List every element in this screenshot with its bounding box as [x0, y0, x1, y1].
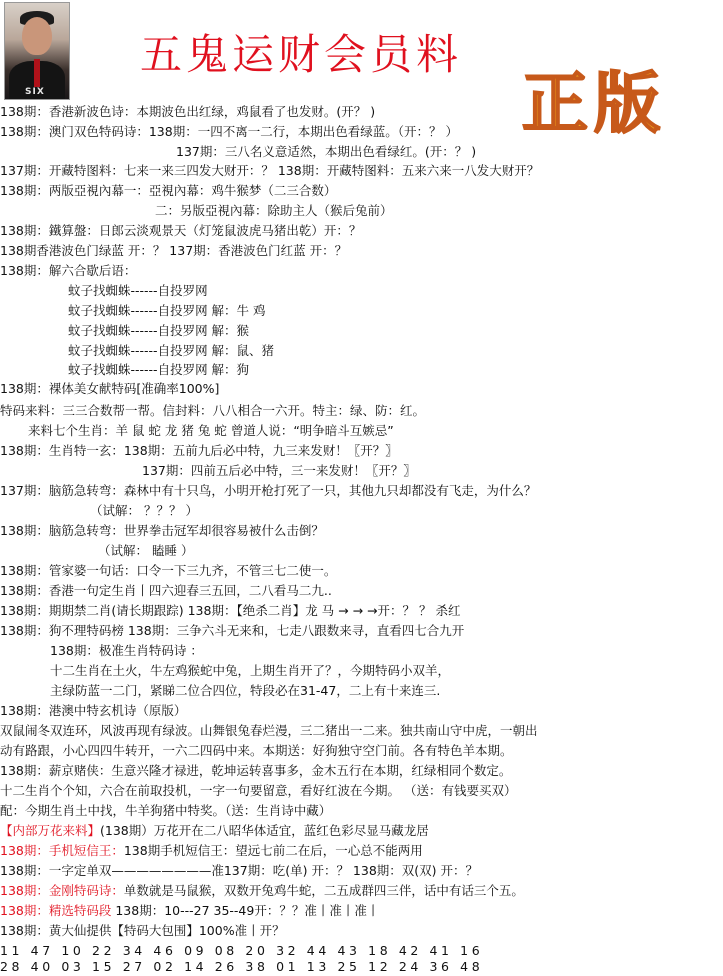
- text-line: [0, 902, 379, 920]
- red-label: 138期：金刚特码诗：: [0, 883, 124, 898]
- text-line: 138期：狗不理特码榜 138期：三争六斗无来和，七走八跟数来寻，直看四七合九开: [0, 623, 465, 638]
- text-line: 138期香港波色门绿蓝 开：？ 137期：香港波色门红蓝 开：？: [0, 243, 348, 258]
- text-line: 双鼠闹冬双连环，风波再现有绿波。山舞银兔春烂漫，三二猪出一二来。独共南山守中虎，一朝出: [0, 723, 538, 738]
- text-line: 138期：港澳中特玄机诗（原版）: [0, 703, 187, 718]
- text-line: 137期：三八名义意适然，本期出色看绿红。(开：？ ): [176, 144, 477, 159]
- portrait-caption: SIX: [25, 87, 45, 97]
- text-line: 蚊子找蜘蛛------自投罗网 解：狗: [68, 362, 250, 377]
- text-line: 十二生肖在土火，牛左鸡猴蛇中兔，上期生肖开了？，今期特码小双羊，: [50, 663, 451, 678]
- text-line: 138期：裸体美女献特码[准确率100%]: [0, 381, 220, 396]
- portrait-tie: [34, 59, 40, 87]
- text-line: 动有路跟，小心四四牛转开，一六二四码中来。本期送：好狗独守空门前。各有特色羊本期。: [0, 743, 513, 758]
- line-body: 138期：10---27 35--49开：？？准丨准丨准丨: [111, 903, 380, 918]
- text-line: 特码来料：三三合数帮一帮。信封料：八八相合一六开。特主：绿、防：红。: [0, 403, 426, 418]
- text-line: 138期：香港新波色诗：本期波色出红绿，鸡鼠看了也发财。(开？ ): [0, 104, 376, 119]
- text-line: 137期：开藏特图料：七来一来三四发大财开：？ 138期：开藏特图料：五来六来一八发大财开？: [0, 163, 540, 178]
- line-body: 138期手机短信王：望远七前二在后，一心总不能两用: [123, 843, 423, 858]
- text-line: 蚊子找蜘蛛------自投罗网 解：鼠、猪: [68, 343, 275, 358]
- text-line: 十二生肖个个知，六合在前取投机，一字一句要留意，看好红波在今期。 （送：有钱要买双）: [0, 783, 517, 798]
- text-line: [0, 882, 524, 900]
- page-title: 五鬼运财会员料: [140, 30, 463, 79]
- text-line: 138期：解六合歇后语：: [0, 263, 137, 278]
- text-line: 138期：澳门双色特码诗：138期：一四不离一二行，本期出色看绿蓝。（开：？ ）: [0, 124, 458, 139]
- red-label: 【内部万花来料】: [0, 823, 101, 838]
- genuine-stamp: 正版: [522, 65, 666, 142]
- line-body: (138期）万花开在二八昭华体适宜，蓝红色彩尽显马藏龙居: [100, 823, 429, 838]
- text-line: 138期：极准生肖特码诗 ：: [50, 643, 203, 658]
- text-line: （试解： 瞌睡 ）: [98, 543, 194, 558]
- number-row: 28 40 03 15 27 02 14 26 38 01 13 25 12 24 36 48: [0, 959, 484, 974]
- text-line: 138期：薪京赌侠：生意兴隆才禄进，乾坤运转喜事多，金木五行在本期，红绿相同个数定。: [0, 763, 512, 778]
- text-line: 蚊子找蜘蛛------自投罗网 解：猴: [68, 323, 250, 338]
- text-line: 138期：鐵算盤：日郎云淡观景天（灯笼鼠波虎马猪出乾）开：？: [0, 223, 362, 238]
- text-line: 137期：四前五后必中特，三一来发财！〖开？〗: [142, 463, 416, 478]
- text-line: 138期：两版亞視內幕一：亞視內幕：鸡牛猴梦（二三合数）: [0, 183, 337, 198]
- text-line: 138期：一字定单双————————准137期：吃(单) 开：？ 138期：双(双) 开：？: [0, 863, 479, 878]
- text-line: 138期：黄大仙提供【特码大包围】100%准丨开？: [0, 923, 285, 938]
- text-line: [0, 822, 429, 840]
- portrait-photo: [4, 2, 70, 100]
- text-line: [0, 842, 423, 860]
- text-line: 蚊子找蜘蛛------自投罗网: [68, 283, 208, 298]
- text-line: 配：今期生肖土中找，牛羊狗猪中特奖。（送：生肖诗中藏）: [0, 803, 332, 818]
- text-line: 主绿防蓝一二门，紧睇二位合四位，特段必在31-47，二上有十来连三.: [50, 683, 441, 698]
- red-label: 138期：手机短信王：: [0, 843, 124, 858]
- text-line: 138期：管家婆一句话：口令一下三九齐，不管三七二使一。: [0, 563, 337, 578]
- red-label: 138期：精选特码段: [0, 903, 112, 918]
- number-row: 11 47 10 22 34 46 09 08 20 32 44 43 18 42 41 16: [0, 943, 484, 958]
- text-line: 138期：脑筋急转弯：世界拳击冠军却很容易被什么击倒？: [0, 523, 324, 538]
- portrait-face: [22, 17, 52, 55]
- text-line: 138期：香港一句定生肖丨四六迎春三五回，二八看马二九..: [0, 583, 332, 598]
- text-line: 蚊子找蜘蛛------自投罗网 解：牛 鸡: [68, 303, 266, 318]
- line-body: 单数就是马鼠猴，双数开兔鸡牛蛇，二五成群四三伴，话中有话三个五。: [123, 883, 524, 898]
- text-line: 二：另版亞視內幕：除助主人（猴后兔前）: [155, 203, 393, 218]
- text-line: 137期：脑筋急转弯：森林中有十只鸟，小明开枪打死了一只，其他九只却都没有飞走，为什么？: [0, 483, 537, 498]
- text-line: 来料七个生肖：羊 鼠 蛇 龙 猪 兔 蛇 曾道人说：“明争暗斗互嫉忌”: [28, 423, 394, 438]
- text-line: （试解： ？？？ ）: [90, 503, 198, 518]
- text-line: 138期：期期禁二肖(请长期跟踪) 138期：【绝杀二肖】龙 马 → → →开：？ ？ 杀红: [0, 603, 461, 618]
- text-line: 138期：生肖特一玄：138期：五前九后必中特，九三来发财！〖开？〗: [0, 443, 398, 458]
